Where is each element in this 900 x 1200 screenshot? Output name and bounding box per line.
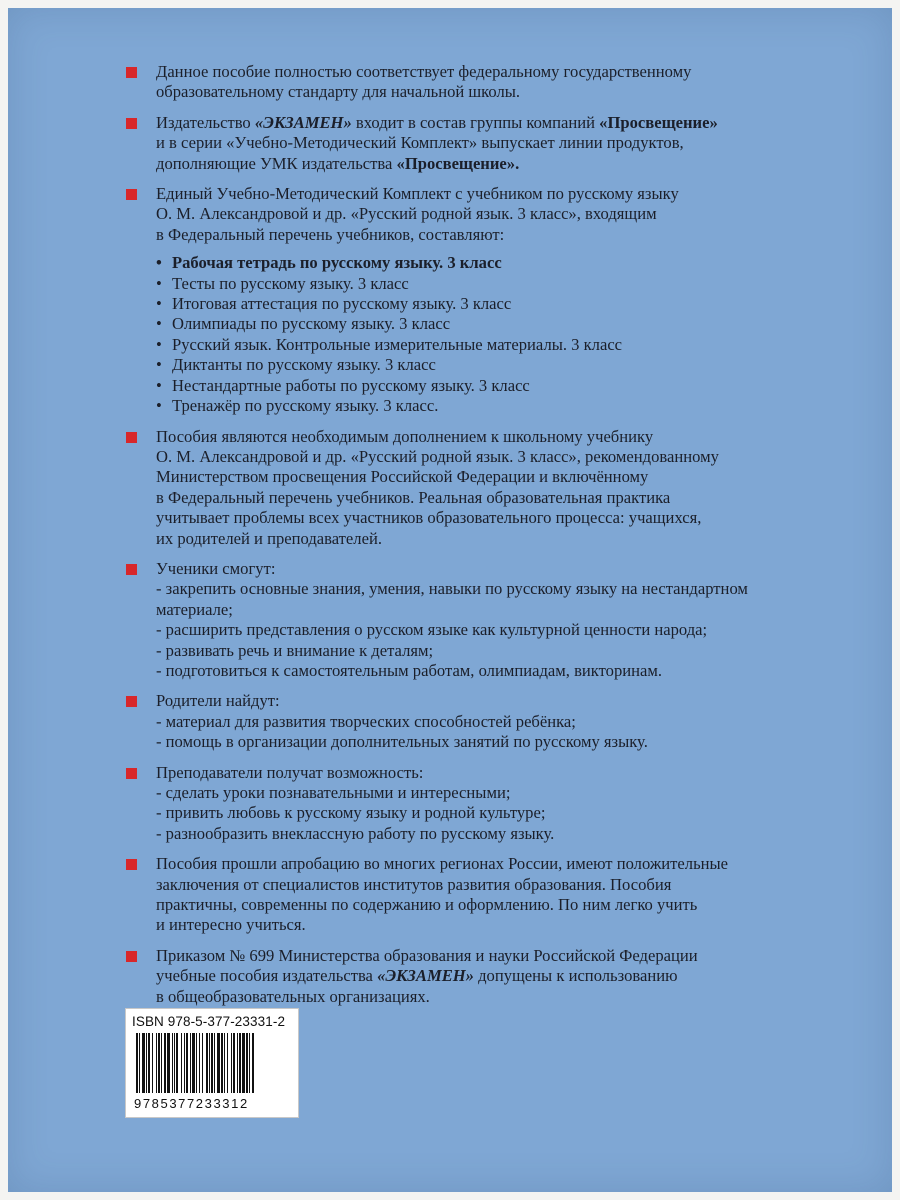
text-line [156, 641, 856, 661]
barcode-bar [192, 1033, 195, 1093]
info-paragraph [126, 691, 856, 752]
barcode-bar [139, 1033, 140, 1093]
barcode-bar [237, 1033, 238, 1093]
barcode-bar [190, 1033, 191, 1093]
text-segment: - развивать речь и внимание к деталям; [156, 640, 434, 660]
text-line [156, 447, 856, 467]
text-line [156, 508, 856, 528]
text-segment: Приказом № 699 Министерства образования и науки Российской Федерации [156, 945, 698, 965]
red-square-bullet-icon [126, 564, 137, 575]
text-line [156, 712, 856, 732]
text-line [156, 875, 856, 895]
text-line [156, 895, 856, 915]
text-segment: дополняющие УМК издательства [156, 153, 397, 173]
barcode-bar [214, 1033, 215, 1093]
text-segment: Родители найдут: [156, 691, 280, 711]
text-segment: Пособия являются необходимым дополнением к школьному учебнику [156, 426, 654, 446]
barcode-bar [181, 1033, 182, 1093]
barcode-bar [233, 1033, 235, 1093]
text-segment: в Федеральный перечень учебников, составляют: [156, 224, 505, 244]
text-segment: Единый Учебно-Методический Комплект с учебником по русскому языку [156, 184, 679, 204]
barcode-bar [146, 1033, 147, 1093]
list-item: • Русский язык. Контрольные измерительные материалы. 3 класс [156, 335, 856, 355]
text-line [156, 579, 856, 599]
info-paragraph [126, 62, 856, 103]
barcode-bar [158, 1033, 160, 1093]
barcode-bar [217, 1033, 220, 1093]
text-line [156, 946, 856, 966]
barcode-digits: 9785377233312 [134, 1096, 249, 1111]
text-segment: - сделать уроки познавательными и интересными; [156, 783, 511, 802]
text-segment: образовательному стандарту для начальной школы. [156, 82, 521, 102]
list-item: • Итоговая аттестация по русскому языку. 3 класс [156, 294, 856, 314]
barcode-bar [136, 1033, 138, 1093]
barcode-bar [221, 1033, 223, 1093]
text-segment: - разнообразить внеклассную работу по русскому языку. [156, 823, 555, 843]
text-segment: в Федеральный перечень учебников. Реальная образовательная практика [156, 487, 671, 507]
barcode-bar [206, 1033, 208, 1093]
red-square-bullet-icon [126, 696, 137, 707]
barcode-bar [227, 1033, 228, 1093]
text-segment: Министерством просвещения Российской Федерации и включённому [156, 467, 649, 487]
text-line [156, 732, 856, 752]
text-segment: Издательство [156, 112, 255, 132]
text-segment: и в серии «Учебно-Методический Комплект» выпускает линии продуктов, [156, 133, 684, 153]
barcode-bar [246, 1033, 248, 1093]
barcode-bar [174, 1033, 175, 1093]
red-square-bullet-icon [126, 951, 137, 962]
text-segment: - помощь в организации дополнительных занятий по русскому языку. [156, 732, 648, 752]
text-line [156, 133, 856, 153]
barcode-bar [196, 1033, 197, 1093]
info-paragraph [126, 559, 856, 681]
red-square-bullet-icon [126, 432, 137, 443]
barcode-bar [224, 1033, 225, 1093]
text-segment: и интересно учиться. [156, 915, 306, 935]
text-segment: Пособия прошли апробацию во многих регионах России, имеют положительные [156, 854, 729, 874]
text-segment: учебные пособия издательства [156, 966, 378, 986]
text-line [156, 225, 856, 245]
text-segment: - закрепить основные знания, умения, навыки по русскому языку на нестандартном [156, 579, 748, 599]
text-line [156, 854, 856, 874]
text-line [156, 966, 856, 986]
text-segment: допущены к использованию [473, 966, 678, 986]
info-paragraph [126, 763, 856, 845]
list-item: • Тесты по русскому языку. 3 класс [156, 274, 856, 294]
list-item: • Тренажёр по русскому языку. 3 класс. [156, 396, 856, 416]
info-paragraph [126, 184, 856, 416]
list-item: • Нестандартные работы по русскому языку. 3 класс [156, 376, 856, 396]
text-line [156, 488, 856, 508]
barcode-bar [239, 1033, 241, 1093]
info-paragraph [126, 427, 856, 549]
text-line [156, 204, 856, 224]
text-segment: учитывает проблемы всех участников образовательного процесса: учащихся, [156, 508, 702, 528]
barcode-bar [202, 1033, 203, 1093]
text-segment: Преподаватели получат возможность: [156, 762, 424, 782]
red-square-bullet-icon [126, 189, 137, 200]
text-segment: - подготовиться к самостоятельным работам, олимпиадам, викторинам. [156, 660, 663, 680]
barcode-bar [152, 1033, 153, 1093]
barcode-bar [249, 1033, 250, 1093]
barcode-bar [156, 1033, 157, 1093]
isbn-barcode-block [125, 1008, 299, 1118]
info-paragraph [126, 946, 856, 1007]
text-segment: «ЭКЗАМЕН» [377, 966, 474, 986]
text-line [156, 691, 856, 711]
text-line [156, 915, 856, 935]
barcode-bar [142, 1033, 145, 1093]
cover-text [126, 62, 856, 1017]
text-segment: «ЭКЗАМЕН» [254, 112, 352, 132]
text-line [156, 559, 856, 579]
text-segment: Данное пособие полностью соответствует федеральному государственному [156, 62, 692, 81]
barcode-bar [161, 1033, 162, 1093]
barcode-bar [186, 1033, 188, 1093]
barcode-bar [184, 1033, 185, 1093]
text-line [156, 529, 856, 549]
barcode-bar [148, 1033, 150, 1093]
barcode-bar [231, 1033, 232, 1093]
text-line [156, 661, 856, 681]
text-segment: «Просвещение» [599, 112, 718, 132]
text-segment: их родителей и преподавателей. [156, 528, 382, 548]
text-line [156, 783, 856, 803]
barcode-bar [211, 1033, 213, 1093]
text-segment: О. М. Александровой и др. «Русский родной язык. 3 класс», входящим [156, 204, 657, 224]
text-line [156, 82, 856, 102]
text-line [156, 427, 856, 447]
text-segment: материале; [156, 599, 233, 619]
text-segment: - расширить представления о русском языке как культурной ценности народа; [156, 620, 708, 640]
barcode-bar [172, 1033, 173, 1093]
info-paragraph [126, 854, 856, 936]
list-item: • Олимпиады по русскому языку. 3 класс [156, 314, 856, 334]
barcode-bar [252, 1033, 254, 1093]
list-item: • Диктанты по русскому языку. 3 класс [156, 355, 856, 375]
text-segment: Ученики смогут: [156, 558, 276, 578]
text-line [156, 987, 856, 1007]
list-item: • Рабочая тетрадь по русскому языку. 3 класс [156, 253, 856, 273]
text-line [156, 113, 856, 133]
text-segment: в общеобразовательных организациях. [156, 986, 430, 1006]
text-line [156, 803, 856, 823]
barcode-bar [242, 1033, 245, 1093]
isbn-label: ISBN 978-5-377-23331-2 [132, 1014, 286, 1029]
red-square-bullet-icon [126, 768, 137, 779]
barcode-bar [176, 1033, 178, 1093]
red-square-bullet-icon [126, 67, 137, 78]
info-paragraph [126, 113, 856, 174]
barcode-icon [134, 1033, 292, 1097]
barcode-bar [167, 1033, 170, 1093]
red-square-bullet-icon [126, 859, 137, 870]
text-segment: - материал для развития творческих способностей ребёнка; [156, 711, 576, 731]
text-segment: «Просвещение». [396, 153, 520, 173]
text-line [156, 154, 856, 174]
text-line [156, 824, 856, 844]
red-square-bullet-icon [126, 118, 137, 129]
text-line [156, 184, 856, 204]
text-segment: практичны, современны по содержанию и оформлению. По ним легко учить [156, 895, 698, 915]
barcode-bar [199, 1033, 200, 1093]
barcode-bar [209, 1033, 210, 1093]
text-segment: заключения от специалистов институтов развития образования. Пособия [156, 874, 672, 894]
back-cover [8, 8, 892, 1192]
barcode-bar [164, 1033, 166, 1093]
text-line [156, 62, 856, 82]
text-line [156, 600, 856, 620]
text-segment: входит в состав группы компаний [351, 112, 600, 132]
text-line [156, 620, 856, 640]
text-line [156, 763, 856, 783]
text-line [156, 467, 856, 487]
product-list [156, 253, 856, 416]
text-segment: - привить любовь к русскому языку и родной культуре; [156, 803, 546, 823]
text-segment: О. М. Александровой и др. «Русский родной язык. 3 класс», рекомендованному [156, 446, 719, 466]
